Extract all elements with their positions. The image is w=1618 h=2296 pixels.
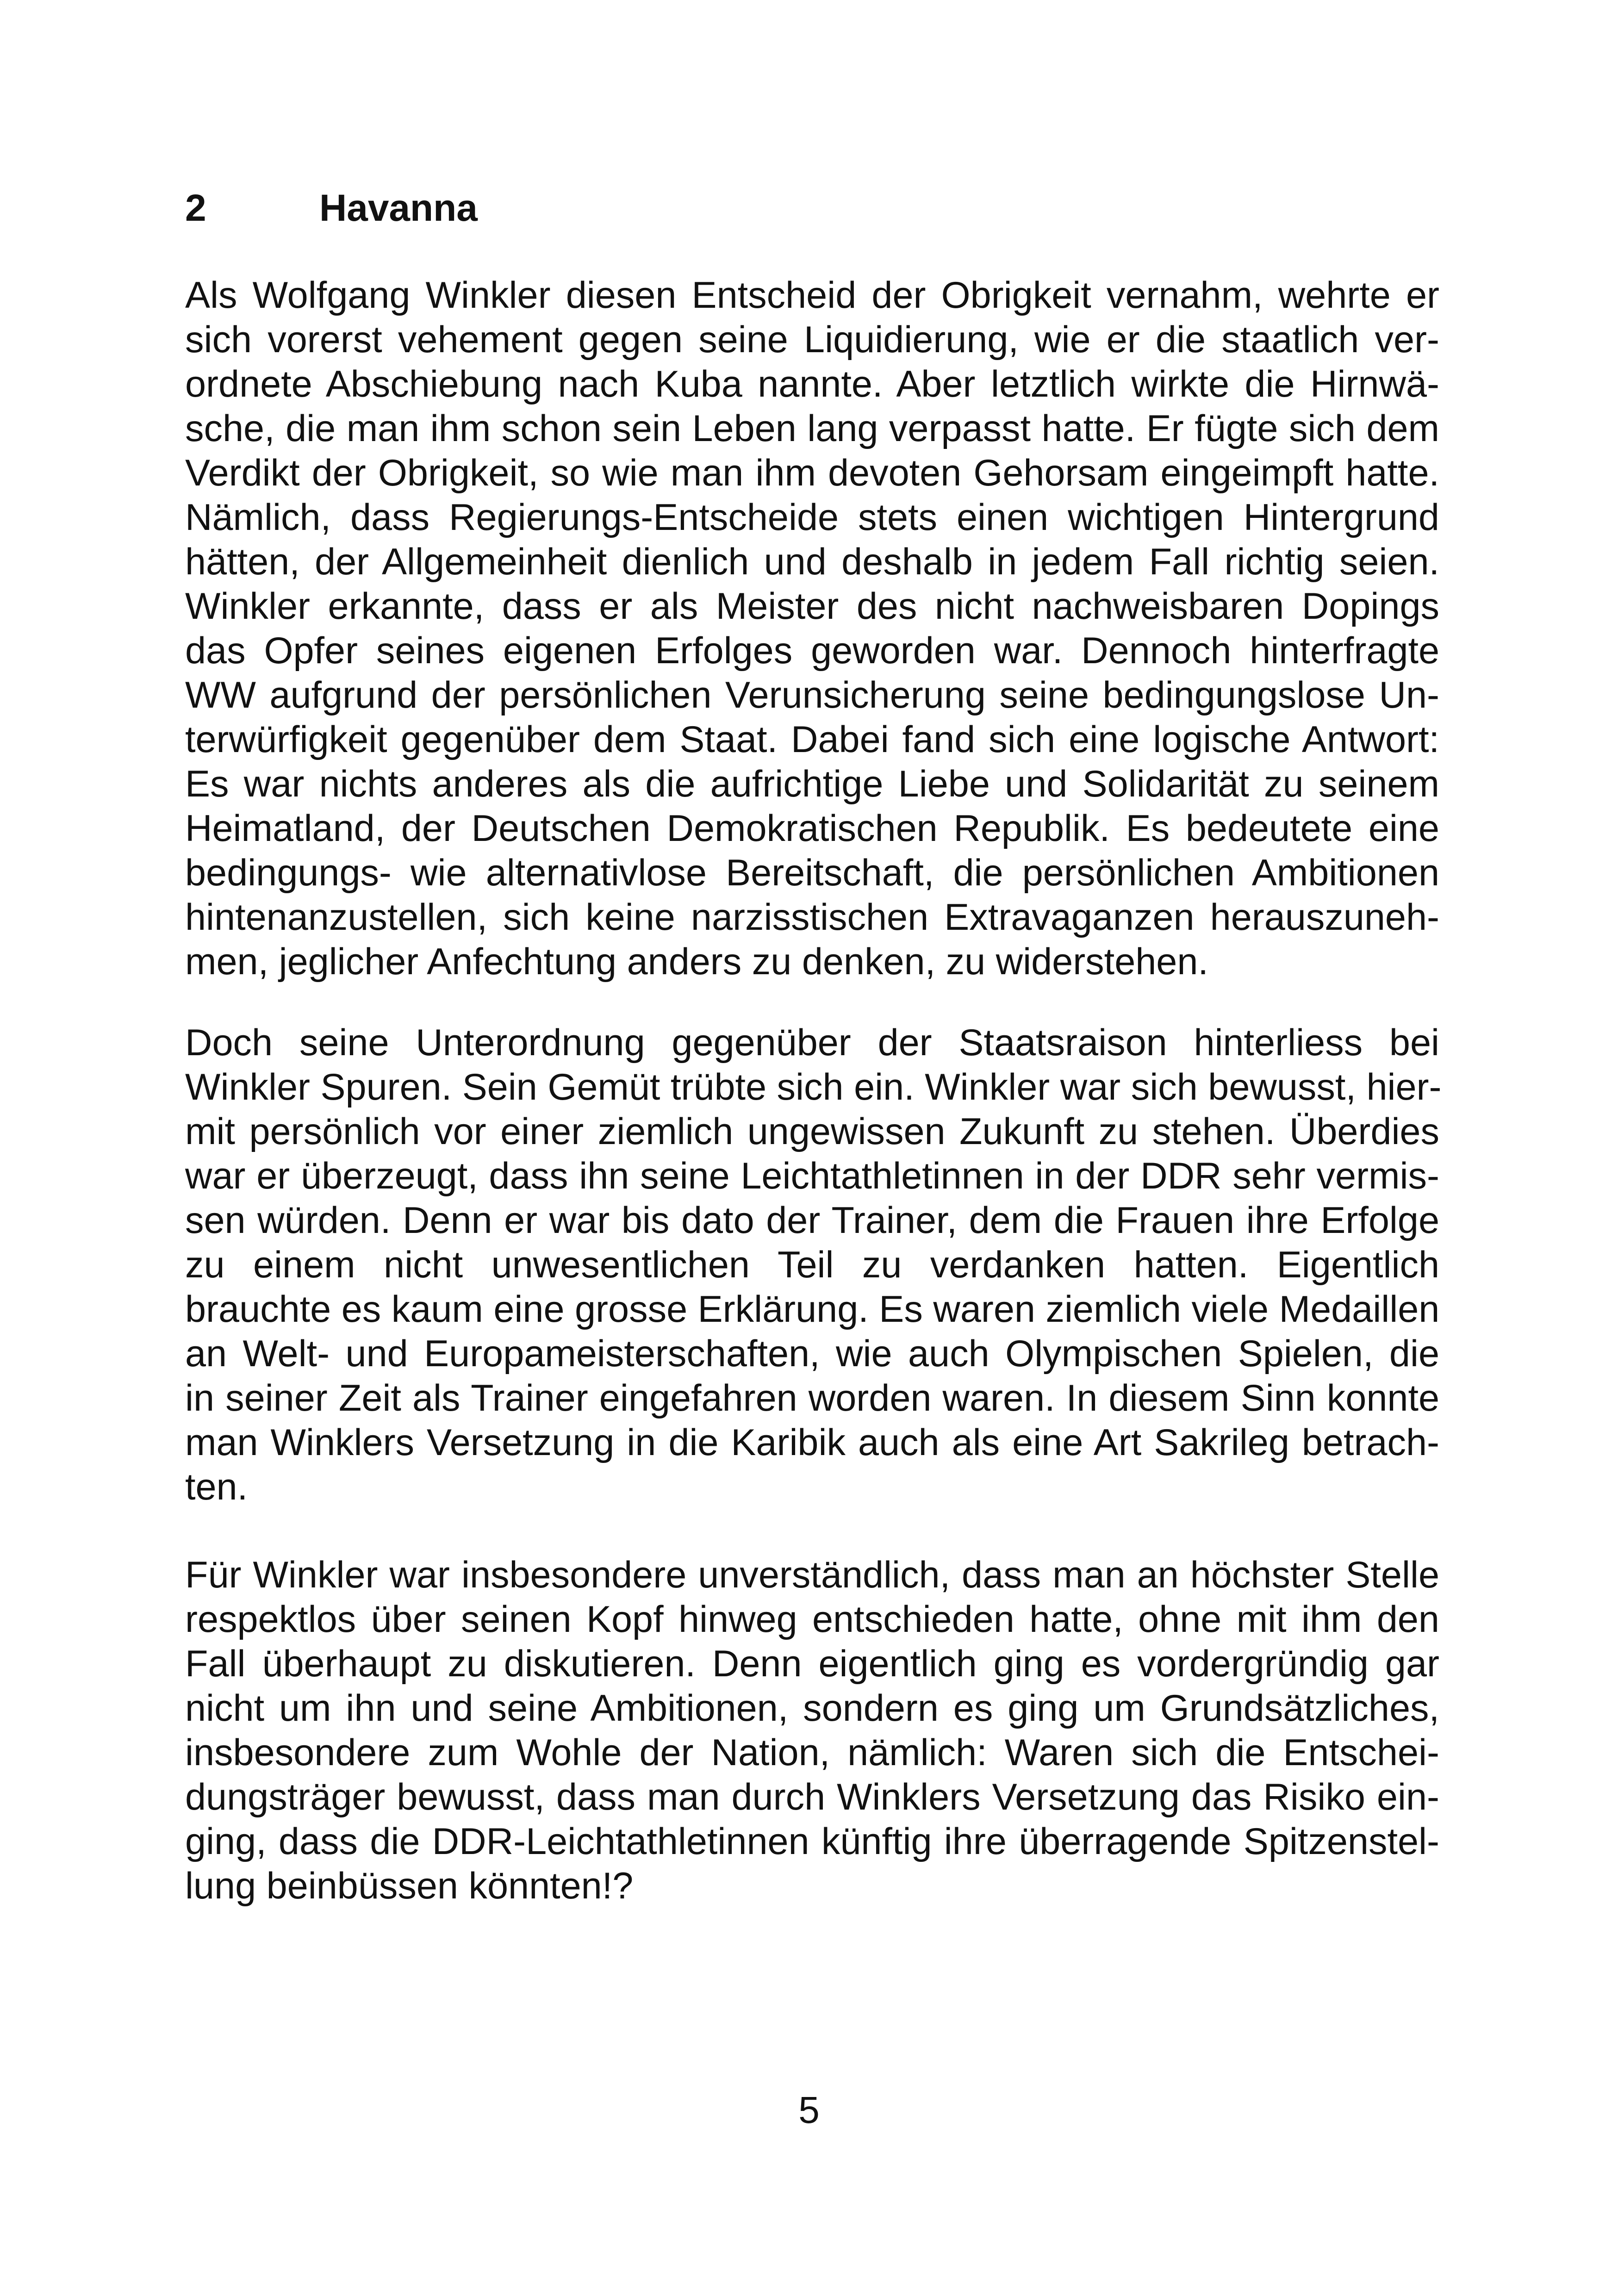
text-line: Verdikt der Obrigkeit, so wie man ihm devoten Gehorsam eingeimpft hatte. [185, 452, 1439, 494]
text-line: sche, die man ihm schon sein Leben lang verpasst hatte. Er fügte sich dem [185, 408, 1439, 449]
chapter-title: Havanna [319, 187, 478, 229]
text-line: bedingungs- wie alternativlose Bereitschaft, die persönlichen Ambitionen [185, 852, 1439, 894]
text-line: in seiner Zeit als Trainer eingefahren worden waren. In diesem Sinn konnte [185, 1377, 1439, 1419]
text-line: hintenanzustellen, sich keine narzisstischen Extravaganzen herauszuneh- [185, 896, 1439, 938]
text-line: dungsträger bewusst, dass man durch Winklers Versetzung das Risiko ein- [185, 1776, 1439, 1818]
paragraph-2 [185, 1020, 1442, 1509]
text-line: Für Winkler war insbesondere unverständlich, dass man an höchster Stelle [185, 1554, 1439, 1596]
text-line: respektlos über seinen Kopf hinweg entschieden hatte, ohne mit ihm den [185, 1599, 1439, 1640]
text-line: das Opfer seines eigenen Erfolges geworden war. Dennoch hinterfragte [185, 630, 1439, 672]
text-line: sich vorerst vehement gegen seine Liquidierung, wie er die staatlich ver- [185, 319, 1439, 361]
chapter-number: 2 [185, 187, 206, 229]
text-line: zu einem nicht unwesentlichen Teil zu verdanken hatten. Eigentlich [185, 1244, 1439, 1286]
page-number: 5 [798, 2089, 820, 2131]
chapter-heading [185, 183, 478, 234]
text-line: lung beinbüssen könnten!? [185, 1865, 634, 1907]
text-line: terwürfigkeit gegenüber dem Staat. Dabei fand sich eine logische Antwort: [185, 719, 1439, 760]
text-line: Doch seine Unterordnung gegenüber der Staatsraison hinterliess bei [185, 1022, 1439, 1064]
paragraph-3 [185, 1553, 1439, 1908]
text-line: Winkler erkannte, dass er als Meister des nicht nachweisbaren Dopings [185, 585, 1439, 627]
text-line: ging, dass die DDR-Leichtathletinnen künftig ihre überragende Spitzenstel- [185, 1821, 1439, 1862]
text-line: Nämlich, dass Regierungs-Entscheide stets einen wichtigen Hintergrund [185, 497, 1439, 538]
text-line: insbesondere zum Wohle der Nation, nämlich: Waren sich die Entschei- [185, 1732, 1439, 1773]
text-line: Heimatland, der Deutschen Demokratischen Republik. Es bedeutete eine [185, 808, 1439, 849]
text-line: Es war nichts anderes als die aufrichtige Liebe und Solidarität zu seinem [185, 763, 1439, 805]
text-line: hätten, der Allgemeinheit dienlich und deshalb in jedem Fall richtig seien. [185, 541, 1439, 583]
text-line: war er überzeugt, dass ihn seine Leichtathletinnen in der DDR sehr vermis- [185, 1155, 1439, 1197]
text-line: WW aufgrund der persönlichen Verunsicherung seine bedingungslose Un- [185, 674, 1439, 716]
text-line: an Welt- und Europameisterschaften, wie auch Olympischen Spielen, die [185, 1333, 1439, 1375]
text-line: brauchte es kaum eine grosse Erklärung. Es waren ziemlich viele Medaillen [185, 1288, 1440, 1330]
text-line: ten. [185, 1466, 248, 1508]
text-line: ordnete Abschiebung nach Kuba nannte. Aber letztlich wirkte die Hirnwä- [185, 363, 1439, 405]
text-line: Als Wolfgang Winkler diesen Entscheid der Obrigkeit vernahm, wehrte er [185, 274, 1439, 316]
paragraph-1 [185, 273, 1439, 984]
text-line: man Winklers Versetzung in die Karibik auch als eine Art Sakrileg betrach- [185, 1422, 1439, 1463]
text-line: mit persönlich vor einer ziemlich ungewissen Zukunft zu stehen. Überdies [185, 1111, 1439, 1152]
text-line: Fall überhaupt zu diskutieren. Denn eigentlich ging es vordergründig gar [185, 1643, 1439, 1685]
text-line: nicht um ihn und seine Ambitionen, sondern es ging um Grundsätzliches, [185, 1687, 1439, 1729]
text-line: sen würden. Denn er war bis dato der Trainer, dem die Frauen ihre Erfolge [185, 1200, 1439, 1241]
text-line: Winkler Spuren. Sein Gemüt trübte sich ein. Winkler war sich bewusst, hier- [185, 1066, 1442, 1108]
text-line: men, jeglicher Anfechtung anders zu denken, zu widerstehen. [185, 941, 1208, 983]
